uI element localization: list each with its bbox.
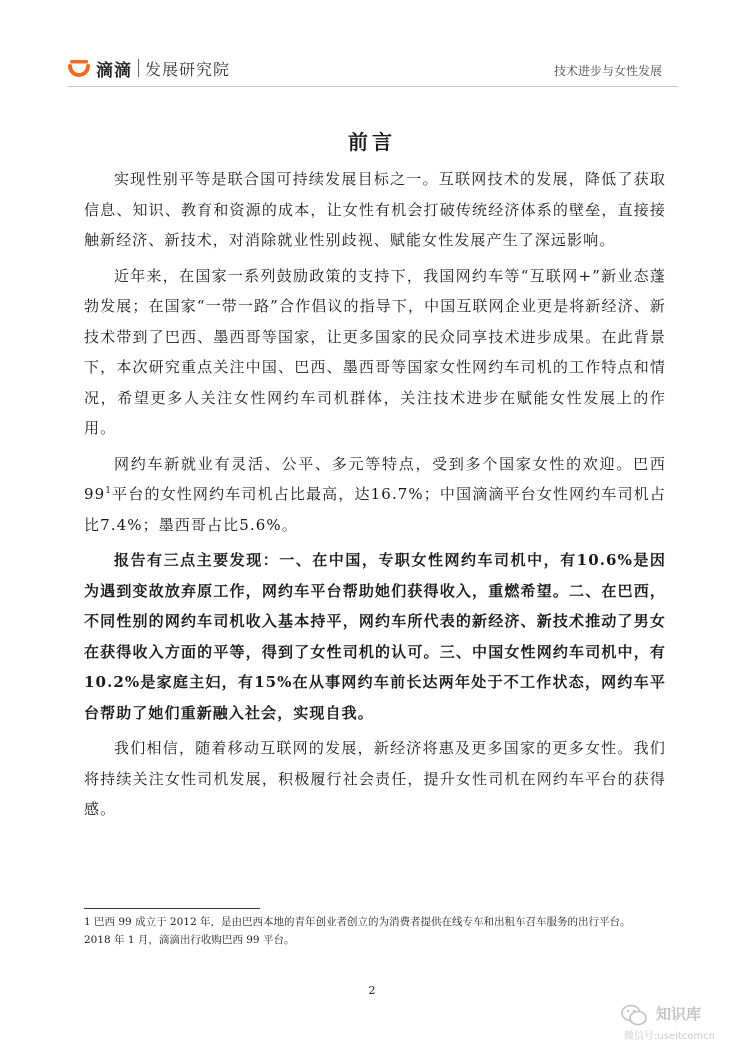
page-title: 前言	[348, 130, 396, 154]
paragraph: 近年来，在国家一系列鼓励政策的支持下，我国网约车等“互联网+”新业态蓬勃发展；在国家“一带一路”合作倡议的指导下，中国互联网企业更是将新经济、新技术带到了巴西、墨西哥等国家，让更多国家的民众同享技术进步成果。在此背景下，本次研究重点关注中国、巴西、墨西哥等国家女性网约车司机的工作特点和情况，希望更多人关注女性网约车司机群体，关注技术进步在赋能女性发展上的作用。	[84, 266, 666, 437]
paragraph-text: 网约车新就业有灵活、公平、多元等特点，受到多个国家女性的欢迎。巴西99	[84, 454, 666, 503]
paragraph: 实现性别平等是联合国可持续发展目标之一。互联网技术的发展，降低了获取信息、知识、教育和资源的成本，让女性有机会打破传统经济体系的壁垒，直接接触新经济、新技术，对消除就业性别歧视、赋能女性发展产生了深远影响。	[84, 170, 666, 249]
footnote-divider	[84, 908, 260, 909]
page-header	[68, 54, 678, 87]
footnote-marker: 1	[84, 916, 91, 928]
paragraph: 我们相信，随着移动互联网的发展，新经济将惠及更多国家的更多女性。我们将持续关注女性司机发展，积极履行社会责任，提升女性司机在网约车平台的获得感。	[84, 739, 666, 818]
key-findings-paragraph: 报告有三点主要发现：一、在中国，专职女性网约车司机中，有10.6%是因为遇到变故放弃原工作，网约车平台帮助她们获得收入，重燃希望。二、在巴西，不同性别的网约车司机收入基本持平，网约车所代表的新经济、新技术推动了男女在获得收入方面的平等，得到了女性司机的认可。三、中国女性网约车司机中，有10.2%是家庭主妇，有15%在从事网约车前长达两年处于不工作状态，网约车平台帮助了她们重新融入社会，实现自我。	[84, 551, 666, 722]
footnote	[84, 913, 684, 949]
footnote-line	[84, 913, 684, 931]
paragraph-text: 平台的女性网约车司机占比最高，达16.7%；中国滴滴平台女性网约车司机占比7.4%；墨西哥占比5.6%。	[84, 485, 666, 534]
paragraph	[84, 449, 666, 541]
brand-name: 滴滴	[96, 61, 132, 81]
footnote-line: 2018 年 1 月，滴滴出行收购巴西 99 平台。	[84, 934, 295, 946]
watermark	[620, 1003, 732, 1043]
wechat-icon	[620, 1003, 648, 1027]
watermark-name: 知识库	[656, 1005, 702, 1023]
brand-subtitle: 发展研究院	[145, 60, 231, 79]
footnote-reference[interactable]: 1	[105, 486, 113, 496]
watermark-id: 微信号:useitcomcn	[624, 1031, 715, 1042]
page-number: 2	[368, 984, 376, 997]
report-title: 技术进步与女性发展	[553, 64, 662, 78]
body-text	[84, 164, 666, 830]
footnote-text: 巴西 99 成立于 2012 年，是由巴西本地的青年创业者创立的为消费者提供在线专车和出租车召车服务的出行平台。	[94, 916, 631, 928]
header-divider	[138, 59, 139, 77]
didi-logo-icon	[68, 57, 90, 79]
